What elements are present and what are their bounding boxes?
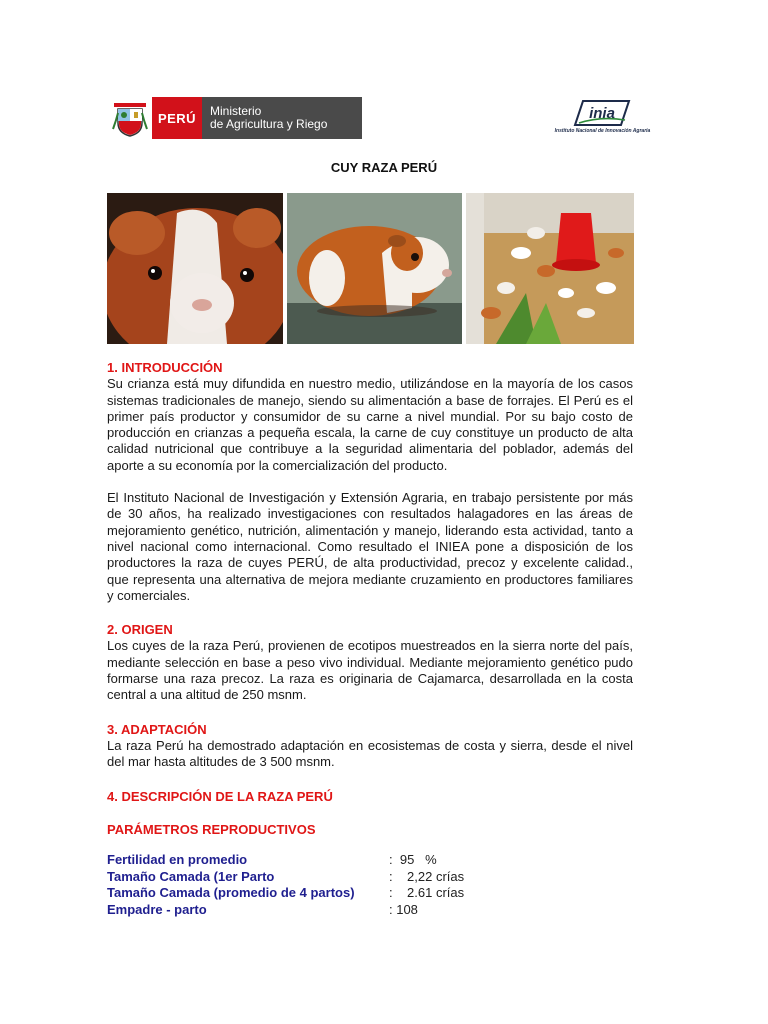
peru-coat-of-arms-icon: [108, 97, 152, 139]
inia-mark-icon: [573, 100, 631, 126]
guinea-pig-portrait-photo: [107, 193, 283, 344]
ministry-line-2: de Agricultura y Riego: [210, 117, 328, 131]
reproductive-parameters-list: [107, 852, 633, 918]
section-heading-origin: 2. ORIGEN: [107, 622, 173, 638]
guinea-pig-side-photo: [287, 193, 462, 344]
ministry-line-1: Ministerio: [210, 104, 262, 118]
parameter-value: : 2.61 crías: [389, 885, 465, 900]
introduction-paragraph-1: Su crianza está muy difundida en nuestro medio, utilizándose en la mayoría de los casos sistemas tradicionales de manejo, siendo su alimentación a base de forrajes. El Perú es el primer país productor y consumidor de su carne a nivel mundial. Por su bajo costo de producción en crianzas a pequeña escala, la carne de cuy constituye un producto de alta calidad nutricional que contribuye a la seguridad alimentaria del poblador, además del aporte a su economía por la comercialización del producto.: [107, 376, 633, 473]
adaptation-paragraph: La raza Perú ha demostrado adaptación en ecosistemas de costa y sierra, desde el nivel del mar hasta altitudes de 3 500 msnm.: [107, 737, 633, 770]
document-title: CUY RAZA PERÚ: [330, 160, 438, 175]
parameter-label: Tamaño Camada (promedio de 4 partos): [107, 885, 355, 900]
parameter-label: Tamaño Camada (1er Parto: [107, 868, 275, 884]
parameter-row: [107, 852, 633, 869]
section-heading-description: 4. DESCRIPCIÓN DE LA RAZA PERÚ: [107, 788, 333, 804]
minagri-logo: [108, 97, 362, 139]
ministry-name: [202, 97, 362, 139]
inia-logo: [545, 100, 660, 140]
section-heading-adaptation: 3. ADAPTACIÓN: [107, 721, 207, 737]
origin-paragraph: Los cuyes de la raza Perú, provienen de ecotipos muestreados en la sierra norte del país, mediante selección en base a peso vivo individual. Mediante mejoramiento genético pudo formarse una raza precoz. La raza es originaria de Cajamarca, desarrollada en la costa central a una altitud de 250 msnm.: [107, 638, 633, 703]
document-body: [107, 360, 633, 838]
inia-mark-text: inia: [589, 105, 615, 122]
inia-caption: Instituto Nacional de Innovación Agraria: [554, 128, 651, 134]
guinea-pig-pen-photo: [466, 193, 634, 344]
peru-label: PERÚ: [152, 97, 202, 139]
parameter-row: [107, 869, 633, 886]
parameter-row: [107, 885, 633, 902]
subheading-reproductive-parameters: PARÁMETROS REPRODUCTIVOS: [107, 821, 316, 837]
parameter-label: Empadre - parto: [107, 901, 207, 917]
introduction-paragraph-2: El Instituto Nacional de Investigación y Extensión Agraria, en trabajo persistente por más de 30 años, ha realizado investigaciones con resultados halagadores en las áreas de mejoramiento genético, nutrición, alimentación y manejo, liderando esta actividad, tanto a nivel nacional como internacional. Como resultado el INIEA pone a disposición de los productores la raza de cuyes PERÚ, de alta productividad, precoz y excelente calidad., que representa una alternativa de mejora mediante cruzamiento en productores familiares y comerciales.: [107, 490, 633, 603]
parameter-value: : 108: [389, 901, 418, 917]
parameter-value: : 2,22 crías: [389, 868, 465, 884]
parameter-value: : 95 %: [389, 852, 437, 867]
section-heading-introduction: 1. INTRODUCCIÓN: [107, 360, 223, 375]
parameter-label: Fertilidad en promedio: [107, 852, 248, 867]
parameter-row: [107, 902, 633, 919]
